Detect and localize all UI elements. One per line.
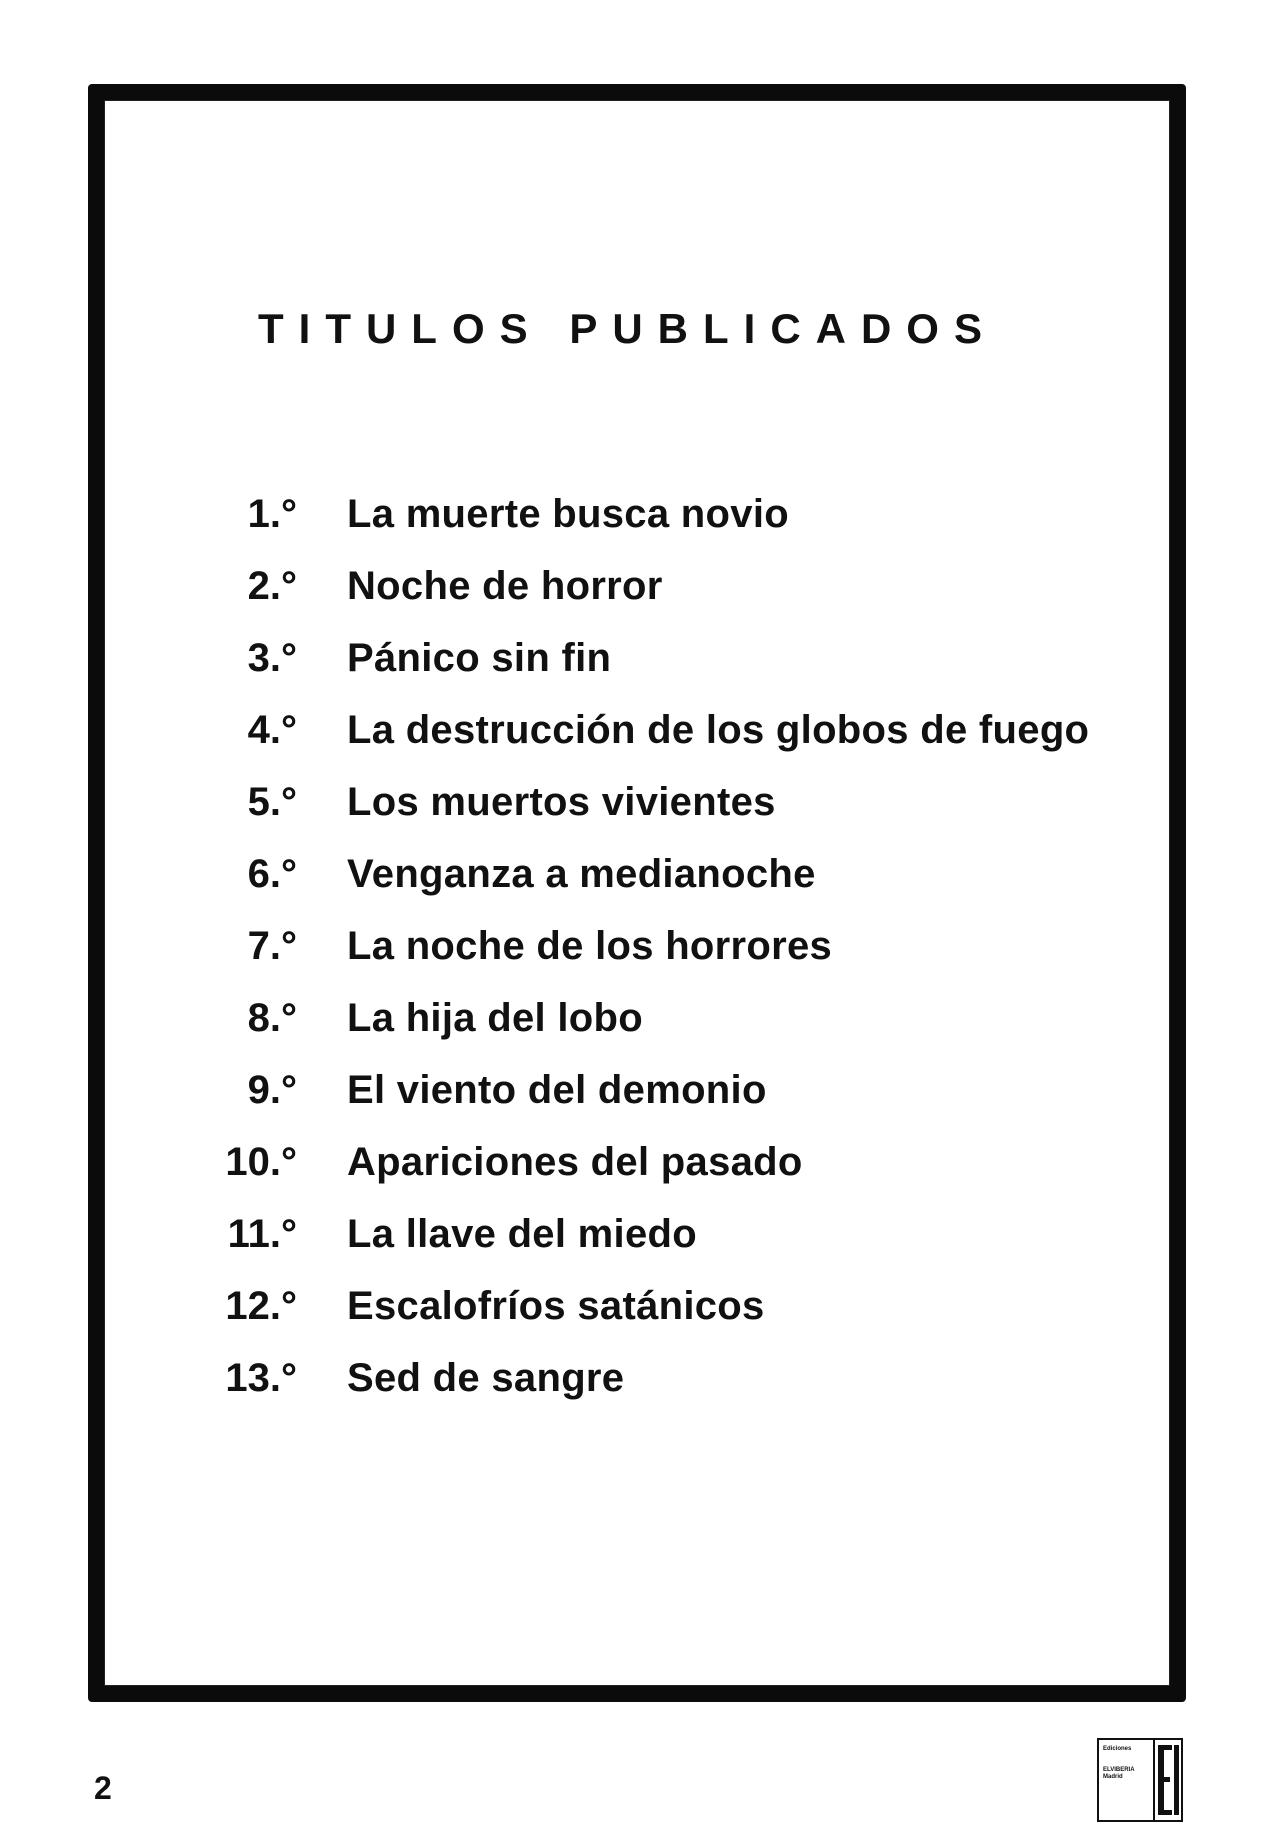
- book-title: Los muertos vivientes: [347, 779, 776, 824]
- title-number: 12.°: [225, 1283, 297, 1328]
- book-title: Venganza a medianoche: [347, 851, 816, 896]
- list-item: [150, 550, 1089, 622]
- book-title: Apariciones del pasado: [347, 1139, 803, 1184]
- list-item: [150, 694, 1089, 766]
- publisher-text: [1099, 1740, 1153, 1820]
- list-item: [150, 838, 1089, 910]
- list-item: [150, 622, 1089, 694]
- publisher-line-2: ELVIBERIA: [1103, 1767, 1135, 1773]
- list-item: [150, 1054, 1089, 1126]
- book-title: Escalofríos satánicos: [347, 1283, 765, 1328]
- page-number: 2: [94, 1770, 112, 1806]
- book-title: Sed de sangre: [347, 1355, 625, 1400]
- title-number: 8.°: [247, 995, 297, 1040]
- publisher-line-1: Ediciones: [1103, 1746, 1132, 1752]
- book-title: La noche de los horrores: [347, 923, 833, 968]
- book-title: La destrucción de los globos de fuego: [347, 707, 1090, 752]
- title-number: 6.°: [247, 851, 297, 896]
- title-number: 7.°: [247, 923, 297, 968]
- title-number: 1.°: [247, 491, 297, 536]
- title-number: 13.°: [225, 1355, 297, 1400]
- list-item: [150, 1198, 1089, 1270]
- book-title: Noche de horror: [347, 563, 663, 608]
- publisher-line-3: Madrid: [1103, 1774, 1123, 1780]
- book-title: La hija del lobo: [347, 995, 643, 1040]
- title-number: 9.°: [247, 1067, 297, 1112]
- list-item: [150, 982, 1089, 1054]
- book-title: La llave del miedo: [347, 1211, 697, 1256]
- title-number: 11.°: [227, 1211, 297, 1256]
- list-item: [150, 766, 1089, 838]
- list-item: [150, 1342, 1089, 1414]
- book-title: La muerte busca novio: [347, 491, 789, 536]
- list-item: [150, 910, 1089, 982]
- title-number: 3.°: [247, 635, 297, 680]
- publisher-logo: [1097, 1738, 1183, 1822]
- title-number: 4.°: [247, 707, 297, 752]
- page-title: TITULOS PUBLICADOS: [258, 305, 997, 352]
- list-item: [150, 1126, 1089, 1198]
- title-number: 5.°: [247, 779, 297, 824]
- book-title: Pánico sin fin: [347, 635, 612, 680]
- publisher-mark-icon: [1153, 1740, 1181, 1820]
- title-number: 10.°: [225, 1139, 297, 1184]
- title-number: 2.°: [247, 563, 297, 608]
- book-title: El viento del demonio: [347, 1067, 767, 1112]
- list-item: [150, 1270, 1089, 1342]
- published-titles-list: [150, 478, 1089, 1414]
- list-item: [150, 478, 1089, 550]
